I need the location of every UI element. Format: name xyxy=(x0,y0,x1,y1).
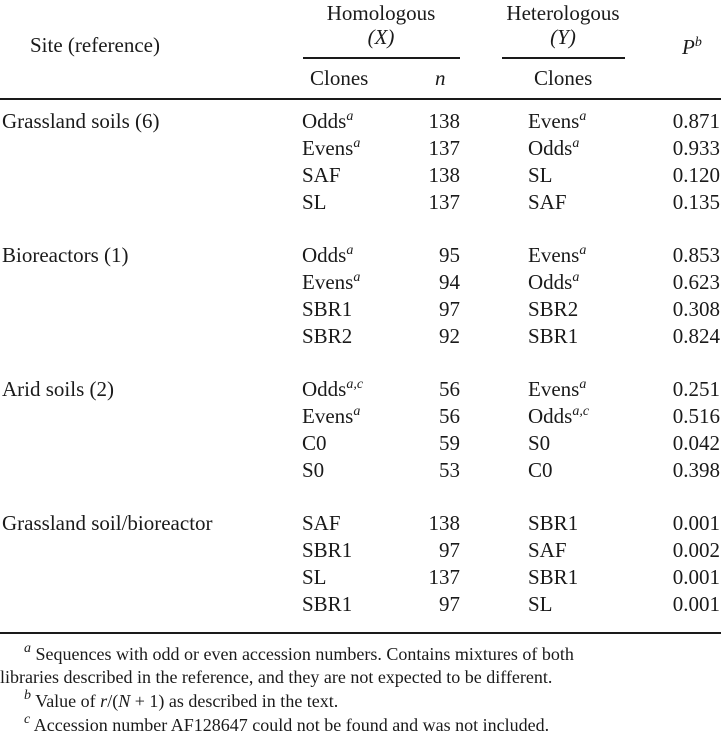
clone-name: Odds xyxy=(528,136,573,160)
cell-homologous-clone xyxy=(302,540,352,561)
footnote-a-mark: a xyxy=(24,641,31,656)
cell-n: 92 xyxy=(439,324,460,348)
group-site-label: Bioreactors (1) xyxy=(2,243,129,267)
clone-name: C0 xyxy=(528,458,553,482)
cell-n: 138 xyxy=(428,511,460,535)
header-p-label: P xyxy=(682,35,695,59)
clone-name: SL xyxy=(528,592,553,616)
header-clones-2: Clones xyxy=(534,66,593,90)
footnote-mark: a xyxy=(572,136,580,151)
clone-name: Evens xyxy=(528,377,580,401)
cell-n: 94 xyxy=(439,270,460,294)
clone-name: SBR1 xyxy=(302,592,353,616)
cell-heterologous-clone xyxy=(528,299,578,320)
cell-heterologous-clone xyxy=(528,165,553,186)
clone-name: S0 xyxy=(302,458,325,482)
cell-homologous-clone xyxy=(302,326,352,347)
cell-p-value: 0.120 xyxy=(672,163,720,187)
cell-heterologous-clone xyxy=(528,406,589,427)
clone-name: SAF xyxy=(528,190,567,214)
footnote-c-line: Accession number AF128647 could not be found and was not included. xyxy=(33,715,550,735)
footnote-c-mark: c xyxy=(24,712,31,727)
cell-n: 95 xyxy=(439,243,460,267)
cell-p-value: 0.308 xyxy=(672,297,720,321)
cell-homologous-clone xyxy=(302,111,353,132)
cell-p-value: 0.001 xyxy=(672,592,720,616)
footnote-mark: a xyxy=(353,270,361,285)
cell-p-value: 0.001 xyxy=(672,565,720,589)
cell-n: 56 xyxy=(439,377,460,401)
cell-heterologous-clone xyxy=(528,594,553,615)
footnote-mark: a,c xyxy=(572,404,590,419)
footnote-b-mark: b xyxy=(24,688,31,703)
cell-n: 59 xyxy=(439,431,460,455)
cell-homologous-clone xyxy=(302,192,327,213)
footnote-mark: a xyxy=(353,404,361,419)
clone-name: SBR1 xyxy=(302,538,353,562)
cell-p-value: 0.042 xyxy=(672,431,720,455)
cell-p-value: 0.002 xyxy=(672,538,720,562)
cell-homologous-clone xyxy=(302,138,360,159)
cell-homologous-clone xyxy=(302,433,327,454)
clone-name: Evens xyxy=(302,136,354,160)
cell-n: 137 xyxy=(428,565,460,589)
footnote-a-line-1: Sequences with odd or even accession numbers. Contains mixtures of both xyxy=(35,644,574,664)
footnote-mark: a,c xyxy=(346,377,364,392)
clone-name: S0 xyxy=(528,431,551,455)
footnote-mark: a xyxy=(346,109,354,124)
header-p-sup: b xyxy=(694,35,702,50)
clone-name: SBR1 xyxy=(528,565,579,589)
rule-table-bottom xyxy=(0,632,721,634)
group-site-label: Grassland soil/bioreactor xyxy=(2,511,213,535)
header-heterologous-var: (Y) xyxy=(550,25,576,49)
cell-n: 97 xyxy=(439,297,460,321)
cell-p-value: 0.251 xyxy=(672,377,720,401)
clone-name: SAF xyxy=(302,511,341,535)
header-homologous: Homologous xyxy=(326,1,436,25)
clone-name: Evens xyxy=(528,109,580,133)
cell-homologous-clone xyxy=(302,567,327,588)
cell-p-value: 0.516 xyxy=(672,404,720,428)
cell-p-value: 0.871 xyxy=(672,109,720,133)
header-n: n xyxy=(435,66,446,90)
cell-n: 97 xyxy=(439,592,460,616)
clone-name: Evens xyxy=(528,243,580,267)
cell-heterologous-clone xyxy=(528,460,553,481)
header-site: Site (reference) xyxy=(30,33,160,57)
cell-p-value: 0.623 xyxy=(672,270,720,294)
cell-heterologous-clone xyxy=(528,433,550,454)
cell-n: 53 xyxy=(439,458,460,482)
cell-n: 137 xyxy=(428,190,460,214)
footnote-mark: a xyxy=(353,136,361,151)
clone-name: Odds xyxy=(528,270,573,294)
cell-p-value: 0.135 xyxy=(672,190,720,214)
rule-header-bottom xyxy=(0,98,721,100)
clone-name: Odds xyxy=(302,243,347,267)
footnote-mark: a xyxy=(579,243,587,258)
cell-heterologous-clone xyxy=(528,272,579,293)
cell-p-value: 0.853 xyxy=(672,243,720,267)
footnote-b-line: Value of r/(N + 1) as described in the text. xyxy=(35,691,339,711)
rule-homologous xyxy=(303,57,460,59)
cell-homologous-clone xyxy=(302,594,352,615)
cell-heterologous-clone xyxy=(528,567,578,588)
clone-name: SBR2 xyxy=(302,324,353,348)
cell-heterologous-clone xyxy=(528,192,567,213)
clone-name: SBR1 xyxy=(528,324,579,348)
cell-homologous-clone xyxy=(302,513,341,534)
footnote-c xyxy=(24,712,550,735)
clone-name: Odds xyxy=(302,109,347,133)
cell-homologous-clone xyxy=(302,299,352,320)
footnote-mark: a xyxy=(346,243,354,258)
cell-homologous-clone xyxy=(302,245,353,266)
cell-p-value: 0.001 xyxy=(672,511,720,535)
header-clones: Clones xyxy=(310,66,369,90)
clone-name: SAF xyxy=(528,538,567,562)
clone-name: SAF xyxy=(302,163,341,187)
cell-heterologous-clone xyxy=(528,138,579,159)
footnote-mark: a xyxy=(572,270,580,285)
footnote-b xyxy=(24,688,339,711)
cell-homologous-clone xyxy=(302,272,360,293)
footnote-mark: a xyxy=(579,377,587,392)
clone-name: SL xyxy=(302,565,327,589)
cell-heterologous-clone xyxy=(528,540,567,561)
cell-homologous-clone xyxy=(302,379,363,400)
footnote-a-cont: libraries described in the reference, and they are not expected to be different. xyxy=(0,667,553,687)
header-p xyxy=(682,37,702,58)
header-heterologous: Heterologous xyxy=(506,1,620,25)
cell-n: 138 xyxy=(428,109,460,133)
cell-n: 137 xyxy=(428,136,460,160)
cell-homologous-clone xyxy=(302,406,360,427)
clone-name: Odds xyxy=(302,377,347,401)
cell-heterologous-clone xyxy=(528,513,578,534)
cell-heterologous-clone xyxy=(528,111,586,132)
group-site-label: Arid soils (2) xyxy=(2,377,114,401)
clone-name: SL xyxy=(302,190,327,214)
cell-p-value: 0.824 xyxy=(672,324,720,348)
clone-name: SBR1 xyxy=(302,297,353,321)
cell-heterologous-clone xyxy=(528,326,578,347)
cell-homologous-clone xyxy=(302,165,341,186)
clone-name: SBR2 xyxy=(528,297,579,321)
cell-heterologous-clone xyxy=(528,379,586,400)
cell-heterologous-clone xyxy=(528,245,586,266)
cell-n: 138 xyxy=(428,163,460,187)
clone-name: C0 xyxy=(302,431,327,455)
cell-n: 97 xyxy=(439,538,460,562)
footnote-a xyxy=(24,641,574,664)
header-homologous-var: (X) xyxy=(367,25,395,49)
clone-name: Evens xyxy=(302,270,354,294)
footnote-mark: a xyxy=(579,109,587,124)
rule-heterologous xyxy=(502,57,625,59)
cell-p-value: 0.398 xyxy=(672,458,720,482)
clone-name: Evens xyxy=(302,404,354,428)
clone-name: SBR1 xyxy=(528,511,579,535)
cell-homologous-clone xyxy=(302,460,324,481)
group-site-label: Grassland soils (6) xyxy=(2,109,160,133)
clone-name: SL xyxy=(528,163,553,187)
cell-p-value: 0.933 xyxy=(672,136,720,160)
clone-name: Odds xyxy=(528,404,573,428)
cell-n: 56 xyxy=(439,404,460,428)
